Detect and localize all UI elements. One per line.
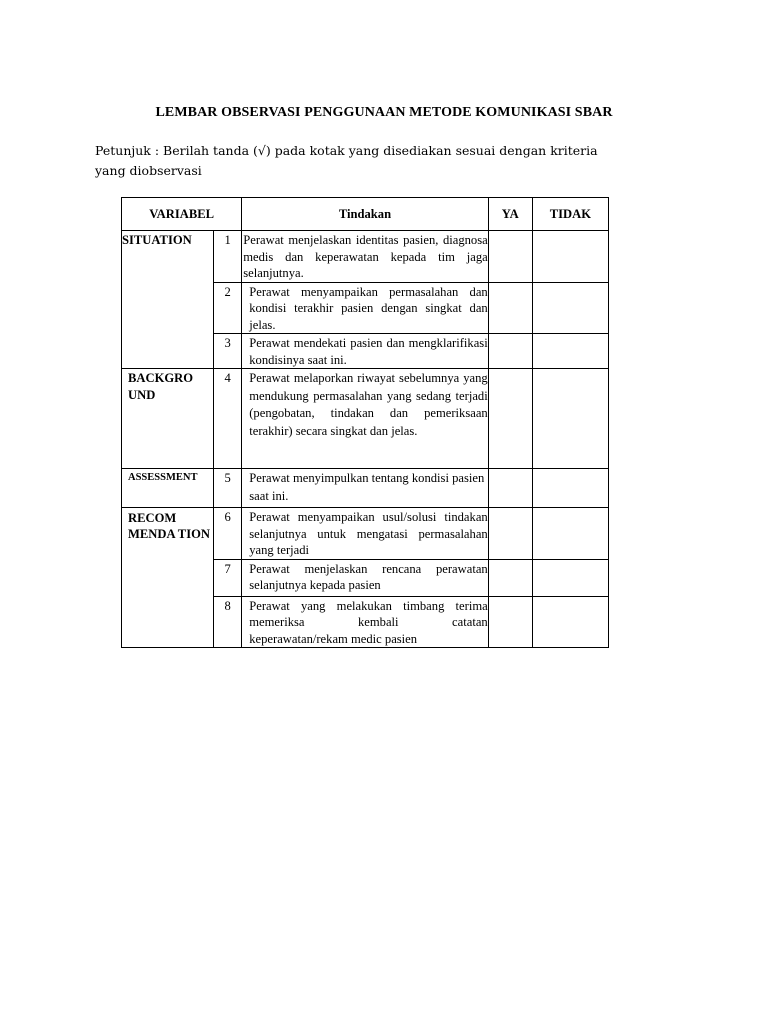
action-text: Perawat menyampaikan usul/solusi tindakan selanjutnya untuk mengatasi permasalahan yang terjadi <box>242 508 488 560</box>
header-ya: YA <box>488 198 532 231</box>
tidak-checkbox[interactable] <box>532 369 608 469</box>
ya-checkbox[interactable] <box>488 469 532 508</box>
row-number: 3 <box>214 334 242 369</box>
action-text: Perawat menjelaskan identitas pasien, diagnosa medis dan keperawatan kepada tim jaga selanjutnya. <box>242 231 488 283</box>
header-tidak: TIDAK <box>532 198 608 231</box>
row-number: 4 <box>214 369 242 469</box>
action-text: Perawat menyampaikan permasalahan dan kondisi terakhir pasien dengan singkat dan jelas. <box>242 282 488 334</box>
tidak-checkbox[interactable] <box>532 231 608 283</box>
header-variabel: VARIABEL <box>122 198 242 231</box>
tidak-checkbox[interactable] <box>532 334 608 369</box>
page-title: LEMBAR OBSERVASI PENGGUNAAN METODE KOMUNIKASI SBAR <box>155 105 613 120</box>
table-row <box>122 231 609 283</box>
row-number: 5 <box>214 469 242 508</box>
action-text: Perawat menjelaskan rencana perawatan selanjutnya kepada pasien <box>242 559 488 596</box>
variable-recommendation-label: RECOM MENDA TION <box>128 511 210 541</box>
tidak-checkbox[interactable] <box>532 282 608 334</box>
ya-checkbox[interactable] <box>488 334 532 369</box>
ya-checkbox[interactable] <box>488 282 532 334</box>
ya-checkbox[interactable] <box>488 231 532 283</box>
tidak-checkbox[interactable] <box>532 559 608 596</box>
action-text: Perawat menyimpulkan tentang kondisi pasien saat ini. <box>242 469 488 508</box>
ya-checkbox[interactable] <box>488 559 532 596</box>
table-header-row <box>122 198 609 231</box>
ya-checkbox[interactable] <box>488 596 532 648</box>
tidak-checkbox[interactable] <box>532 469 608 508</box>
tidak-checkbox[interactable] <box>532 596 608 648</box>
variable-recommendation <box>122 508 214 648</box>
row-number: 6 <box>214 508 242 560</box>
observation-table <box>121 197 609 648</box>
table-row <box>122 508 609 560</box>
row-number: 8 <box>214 596 242 648</box>
ya-checkbox[interactable] <box>488 508 532 560</box>
variable-background: BACKGRO UND <box>122 369 214 469</box>
ya-checkbox[interactable] <box>488 369 532 469</box>
variable-situation: SITUATION <box>122 231 214 369</box>
tidak-checkbox[interactable] <box>532 508 608 560</box>
action-text: Perawat yang melakukan timbang terima memeriksa kembali catatan keperawatan/rekam medic pasien <box>242 596 488 648</box>
row-number: 2 <box>214 282 242 334</box>
action-text: Perawat mendekati pasien dan mengklarifikasi kondisinya saat ini. <box>242 334 488 369</box>
instruction-text: Petunjuk : Berilah tanda (√) pada kotak yang disediakan sesuai dengan kriteria yang diobservasi <box>95 143 598 178</box>
row-number: 7 <box>214 559 242 596</box>
variable-assessment: ASSESSMENT <box>122 469 214 508</box>
table-row <box>122 369 609 469</box>
row-number: 1 <box>214 231 242 283</box>
header-tindakan: Tindakan <box>242 198 488 231</box>
table-row <box>122 469 609 508</box>
action-text: Perawat melaporkan riwayat sebelumnya yang mendukung permasalahan yang sedang terjadi (pengobatan, tindakan dan pemeriksaan terakhir) secara singkat dan jelas. <box>242 369 488 469</box>
